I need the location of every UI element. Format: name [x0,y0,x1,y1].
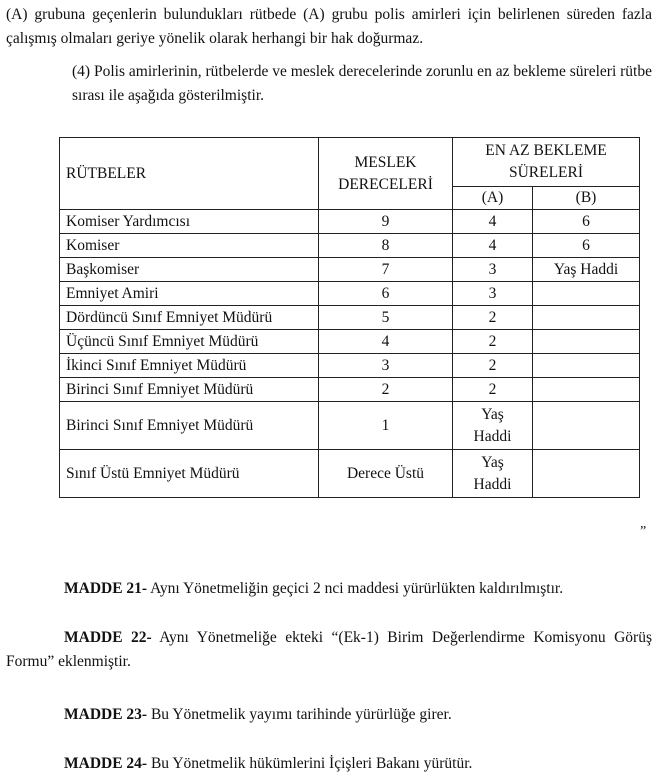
article-21-text: Aynı Yönetmeliğin geçici 2 nci maddesi yürürlükten kaldırılmıştır. [147,580,564,597]
degree-cell: 3 [319,354,453,378]
group-b-cell [533,450,640,498]
group-a-line2: Haddi [473,475,512,493]
article-22-text: Aynı Yönetmeliğe ekteki “(Ek-1) Birim Değerlendirme Komisyonu Görüş Formu” eklenmiştir. [6,629,653,670]
group-a-line1: Yaş [481,405,504,423]
waiting-header-line2: SÜRELERİ [508,164,584,181]
degree-cell: 6 [319,282,453,306]
degree-cell: 8 [319,234,453,258]
group-b-cell: Yaş Haddi [533,258,640,282]
table-row [60,354,640,378]
group-b-cell [533,282,640,306]
article-21 [6,577,652,601]
group-a-cell: 2 [453,330,533,354]
rank-cell: İkinci Sınıf Emniyet Müdürü [60,354,319,378]
group-a-cell: 4 [453,234,533,258]
article-21-label: MADDE 21- [64,580,148,597]
degree-cell: 7 [319,258,453,282]
table-header-row [60,138,640,187]
waiting-header-line1: EN AZ BEKLEME [485,142,607,159]
degree-header-line2: DERECELERİ [338,175,433,193]
waiting-header [453,138,640,187]
table-row [60,450,640,498]
group-a-line2: Haddi [473,427,512,445]
table-row [60,258,640,282]
group-a-cell: 3 [453,258,533,282]
article-22 [6,626,652,674]
table-row [60,378,640,402]
article-24-text: Bu Yönetmelik hükümlerini İçişleri Bakanı yürütür. [147,755,473,772]
degree-cell: 2 [319,378,453,402]
article-24 [6,752,652,776]
group-a-cell: 2 [453,378,533,402]
group-b-cell [533,330,640,354]
group-a-header: (A) [453,187,533,210]
article-23-label: MADDE 23- [64,706,148,723]
group-a-cell [453,402,533,450]
rank-cell: Komiser [60,234,319,258]
degree-cell: 9 [319,210,453,234]
rank-cell: Emniyet Amiri [60,282,319,306]
article-23 [6,703,652,727]
table-row [60,402,640,450]
group-b-cell [533,402,640,450]
degree-cell: 5 [319,306,453,330]
rank-header: RÜTBELER [60,138,319,210]
group-b-cell: 6 [533,234,640,258]
table-row [60,306,640,330]
group-a-cell: 2 [453,354,533,378]
table-row [60,210,640,234]
rank-cell: Birinci Sınıf Emniyet Müdürü [60,378,319,402]
intro-paragraph: (A) grubuna geçenlerin bulundukları rütbede (A) grubu polis amirleri için belirlenen süreden fazla çalışmış olmaları geriye yönelik olarak herhangi bir hak doğurmaz. [6,6,652,47]
rank-cell: Üçüncü Sınıf Emniyet Müdürü [60,330,319,354]
rank-cell: Dördüncü Sınıf Emniyet Müdürü [60,306,319,330]
group-a-cell [453,450,533,498]
group-a-cell: 3 [453,282,533,306]
article-23-text: Bu Yönetmelik yayımı tarihinde yürürlüğe girer. [147,706,452,723]
rank-cell: Başkomiser [60,258,319,282]
table-row [60,234,640,258]
degree-cell: 4 [319,330,453,354]
degree-cell: 1 [319,402,453,450]
group-b-header: (B) [533,187,640,210]
degree-header [319,138,453,210]
group-b-cell [533,306,640,330]
waiting-period-table [59,137,640,498]
degree-cell: Derece Üstü [319,450,453,498]
group-a-cell: 4 [453,210,533,234]
group-b-cell: 6 [533,210,640,234]
closing-quote: ” [640,524,647,539]
degree-header-line1: MESLEK [354,153,417,171]
table-row [60,282,640,306]
group-a-cell: 2 [453,306,533,330]
rank-cell: Sınıf Üstü Emniyet Müdürü [60,450,319,498]
group-b-cell [533,378,640,402]
article-22-label: MADDE 22- [64,629,152,646]
table-row [60,330,640,354]
rank-cell: Birinci Sınıf Emniyet Müdürü [60,402,319,450]
article-24-label: MADDE 24- [64,755,148,772]
group-b-cell [533,354,640,378]
section-4-paragraph: (4) Polis amirlerinin, rütbelerde ve meslek derecelerinde zorunlu en az bekleme süreleri rütbe sırası ile aşağıda gösterilmiştir. [72,63,652,104]
group-a-line1: Yaş [481,453,504,471]
rank-cell: Komiser Yardımcısı [60,210,319,234]
